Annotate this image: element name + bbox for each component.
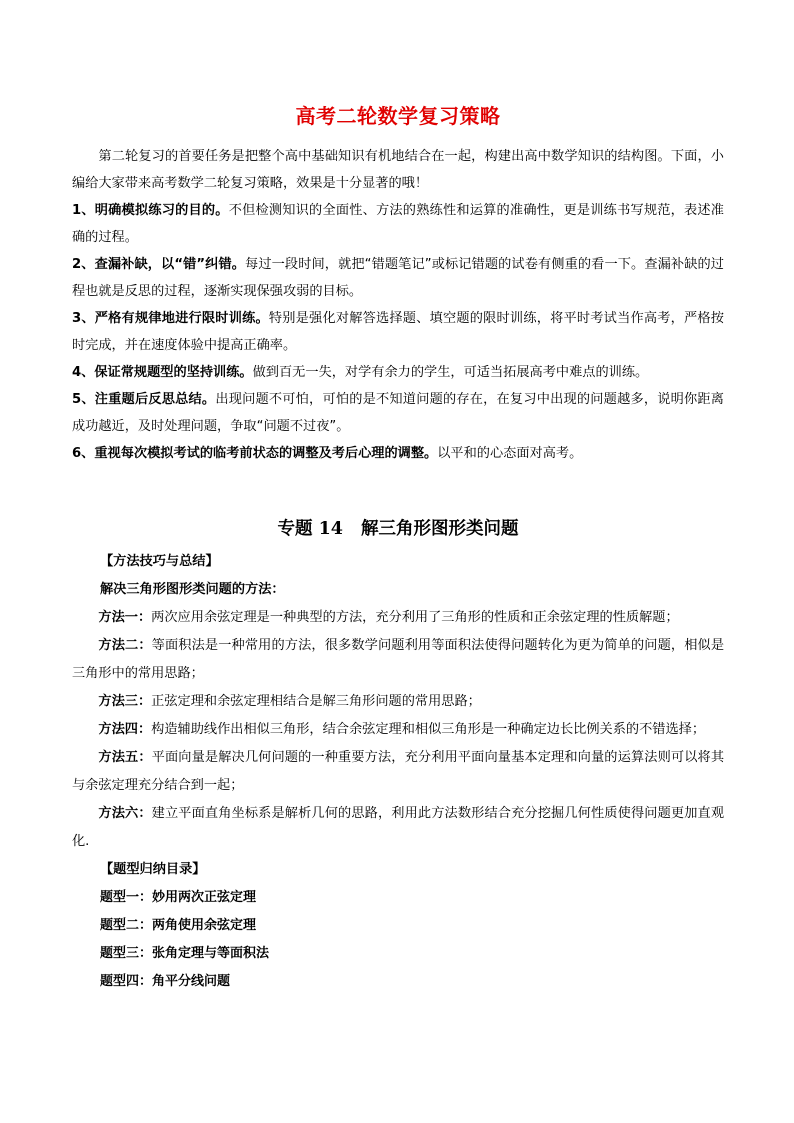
method-label: 方法二： [98,638,152,653]
strategy-label: 4、保证常规题型的坚持训练。 [72,365,253,380]
strategy-item [72,251,724,305]
method-label: 方法四： [98,722,152,737]
method-item [72,800,724,856]
strategy-label: 1、明确模拟练习的目的。 [72,203,229,218]
method-item [72,632,724,688]
topic-name: 解三角形图形类问题 [360,519,519,539]
method-label: 方法五： [98,750,152,765]
strategy-label: 2、查漏补缺，以“错”纠错。 [72,257,246,272]
method-text: 平面向量是解决几何问题的一种重要方法，充分利用平面向量基本定理和向量的运算法则可以将其与余弦定理充分结合到一起； [72,750,725,793]
toc-heading: 【题型归纳目录】 [100,862,206,877]
strategy-label: 5、注重题后反思总结。 [72,392,216,407]
strategy-item [72,440,724,467]
strategy-text: 每过一段时间，就把“错题笔记”或标记错题的试卷有侧重的看一下。查漏补缺的过程也就是反思的过程，逐渐实现保强攻弱的目标。 [72,257,724,299]
method-label: 方法三： [98,694,152,709]
method-text: 正弦定理和余弦定理相结合是解三角形问题的常用思路； [151,694,481,709]
method-item [72,744,724,800]
strategy-item [72,386,724,440]
document-content [72,100,724,996]
method-label: 方法一： [98,610,152,625]
strategy-text: 不但检测知识的全面性、方法的熟练性和运算的准确性，更是训练书写规范，表述准确的过程。 [72,203,724,245]
strategy-label: 6、重视每次模拟考试的临考前状态的调整及考后心理的调整。 [72,446,438,461]
strategy-text: 出现问题不可怕，可怕的是不知道问题的存在，在复习中出现的问题越多，说明你距离成功越近，及时处理问题，争取“问题不过夜”。 [72,392,724,434]
strategy-text: 以平和的心态面对高考。 [437,446,583,461]
method-label: 方法六： [98,806,152,821]
toc-item: 题型四：角平分线问题 [100,974,231,989]
method-text: 构造辅助线作出相似三角形，结合余弦定理和相似三角形是一种确定边长比例关系的不错选择； [151,722,706,737]
page-title: 高考二轮数学复习策略 [295,104,501,128]
topic-number: 专题 14 [277,519,343,539]
method-item [72,688,724,716]
toc-item: 题型二：两角使用余弦定理 [100,918,257,933]
method-item [72,604,724,632]
methods-heading: 【方法技巧与总结】 [100,554,219,569]
toc-item: 题型一：妙用两次正弦定理 [100,890,257,905]
strategy-item [72,359,724,386]
strategy-item [72,197,724,251]
method-text: 两次应用余弦定理是一种典型的方法，充分利用了三角形的性质和正余弦定理的性质解题； [151,610,679,625]
strategy-label: 3、严格有规律地进行限时训练。 [72,311,269,326]
methods-intro: 解决三角形图形类问题的方法： [100,582,285,597]
topic-title [72,515,724,540]
method-text: 建立平面直角坐标系是解析几何的思路，利用此方法数形结合充分挖掘几何性质使得问题更加直观化. [72,806,725,849]
intro-paragraph: 第二轮复习的首要任务是把整个高中基础知识有机地结合在一起，构建出高中数学知识的结构图。下面，小编给大家带来高考数学二轮复习策略，效果是十分显著的哦！ [72,149,724,191]
strategy-text: 做到百无一失，对学有余力的学生，可适当拓展高考中难点的训练。 [252,365,649,380]
toc-item: 题型三：张角定理与等面积法 [100,946,270,961]
strategy-text: 特别是强化对解答选择题、填空题的限时训练，将平时考试当作高考，严格按时完成，并在速度体验中提高正确率。 [72,311,724,353]
method-item [72,716,724,744]
method-text: 等面积法是一种常用的方法，很多数学问题利用等面积法使得问题转化为更为简单的问题，相似是三角形中的常用思路； [72,638,725,681]
strategy-item [72,305,724,359]
